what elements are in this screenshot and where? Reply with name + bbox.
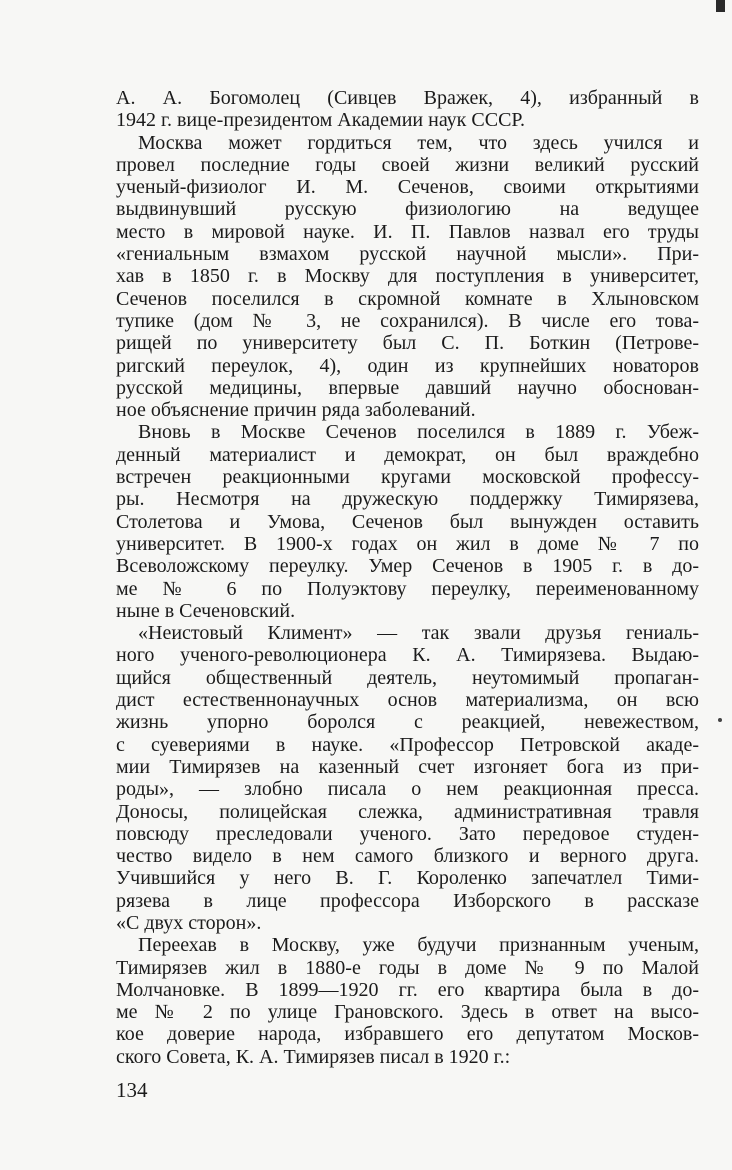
text-line: ме № 2 по улице Грановского. Здесь в ответ на высо- <box>116 1001 699 1024</box>
text-line: щийся общественный деятель, неутомимый пропаган- <box>116 666 699 689</box>
text-line: кое доверие народа, избравшего его депутатом Москов- <box>116 1023 699 1046</box>
text-line: ученый-физиолог И. М. Сеченов, своими открытиями <box>116 176 699 199</box>
text-line: рязева в лице профессора Изборского в рассказе <box>116 889 699 912</box>
text-line: место в мировой науке. И. П. Павлов назвал его труды <box>116 220 699 243</box>
text-line: ного ученого-революционера К. А. Тимирязева. Выдаю- <box>116 644 699 667</box>
text-line: мии Тимирязев на казенный счет изгоняет бога из при- <box>116 755 699 778</box>
scan-edge-mark <box>716 0 725 12</box>
text-line: русской медицины, впервые давший научно обоснован- <box>116 376 699 399</box>
paragraph-first-line: Вновь в Москве Сеченов поселился в 1889 г. Убеж- <box>138 421 699 444</box>
text-line: хав в 1850 г. в Москву для поступления в университет, <box>116 265 699 288</box>
paragraph-first-line: Москва может гордиться тем, что здесь учился и <box>138 131 699 154</box>
text-line: роды», — злобно писала о нем реакционная пресса. <box>116 778 699 801</box>
text-line: ского Совета, К. А. Тимирязев писал в 1920 г.: <box>116 1045 511 1068</box>
scan-speck <box>718 718 722 722</box>
text-line: Молчановке. В 1899—1920 гг. его квартира была в до- <box>116 978 699 1001</box>
text-line: рищей по университету был С. П. Боткин (Петрове- <box>116 332 699 355</box>
text-line: повсюду преследовали ученого. Зато передовое студен- <box>116 822 699 845</box>
text-line: выдвинувший русскую физиологию на ведущее <box>116 198 699 221</box>
body-text <box>116 87 699 1068</box>
text-line: ригский переулок, 4), один из крупнейших новаторов <box>116 354 699 377</box>
text-line: Сеченов поселился в скромной комнате в Хлыновском <box>116 287 699 310</box>
text-line: 1942 г. вице-президентом Академии наук СССР. <box>116 109 526 132</box>
text-line: дист естественнонаучных основ материализма, он всю <box>116 689 699 712</box>
text-line: денный материалист и демократ, он был враждебно <box>116 443 699 466</box>
text-line: чество видело в нем самого близкого и верного друга. <box>116 845 699 868</box>
paragraph-first-line: Переехав в Москву, уже будучи признанным ученым, <box>138 934 699 957</box>
text-line: с суевериями в науке. «Профессор Петровской акаде- <box>116 733 699 756</box>
text-line: «С двух сторон». <box>116 911 262 934</box>
page-number: 134 <box>116 1078 148 1102</box>
text-line: А. А. Богомолец (Сивцев Вражек, 4), избранный в <box>116 87 699 109</box>
text-line: Всеволожскому переулку. Умер Сеченов в 1905 г. в до- <box>116 555 699 578</box>
text-line: ры. Несмотря на дружескую поддержку Тимирязева, <box>116 488 699 511</box>
text-line: Доносы, полицейская слежка, административная травля <box>116 800 699 823</box>
text-line: ме № 6 по Полуэктову переулку, переименованному <box>116 577 699 600</box>
paragraph-first-line: «Неистовый Климент» — так звали друзья гениаль- <box>138 622 699 645</box>
text-line: «гениальным взмахом русской научной мысли». При- <box>116 243 699 266</box>
text-line: Учившийся у него В. Г. Короленко запечатлел Тими- <box>116 867 699 890</box>
text-line: жизнь упорно боролся с реакцией, невежеством, <box>116 711 699 734</box>
text-line: университет. В 1900-х годах он жил в доме № 7 по <box>116 532 699 555</box>
text-line: Столетова и Умова, Сеченов был вынужден оставить <box>116 510 699 533</box>
text-line: провел последние годы своей жизни великий русский <box>116 153 699 176</box>
text-line: Тимирязев жил в 1880-е годы в доме № 9 по Малой <box>116 956 699 979</box>
text-line: встречен реакционными кругами московской профессу- <box>116 466 699 489</box>
text-line: ное объяснение причин ряда заболеваний. <box>116 399 476 422</box>
text-line: ныне в Сеченовский. <box>116 599 296 622</box>
text-line: тупике (дом № 3, не сохранился). В числе его това- <box>116 309 699 332</box>
